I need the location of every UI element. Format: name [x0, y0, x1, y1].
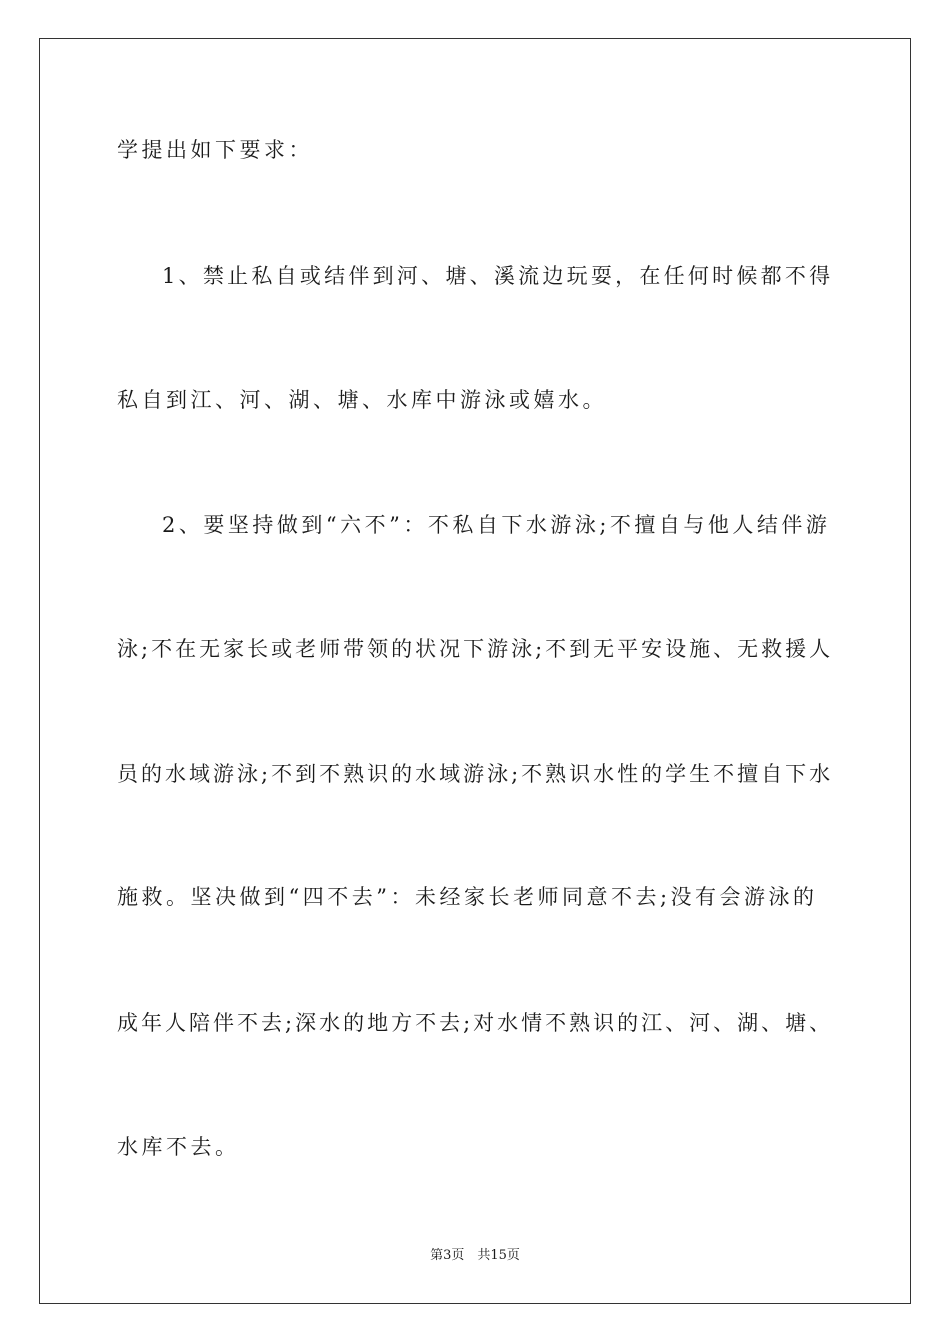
text-line-7: 施救。坚决做到“四不去”：未经家长老师同意不去;没有会游泳的	[117, 885, 818, 909]
text-line-2: 1、禁止私自或结伴到河、塘、溪流边玩耍，在任何时候都不得	[162, 264, 834, 288]
text-line-1: 学提出如下要求：	[117, 138, 313, 162]
text-line-4: 2、要坚持做到“六不”：不私自下水游泳;不擅自与他人结伴游	[162, 513, 831, 537]
page-number: 第3页 共15页	[430, 1248, 520, 1263]
text-line-3: 私自到江、河、湖、塘、水库中游泳或嬉水。	[117, 388, 607, 412]
text-line-6: 员的水域游泳;不到不熟识的水域游泳;不熟识水性的学生不擅自下水	[117, 762, 834, 786]
page-border	[39, 38, 911, 1304]
text-line-5: 泳;不在无家长或老师带领的状况下游泳;不到无平安设施、无救援人	[117, 637, 834, 661]
text-line-9: 水库不去。	[117, 1135, 240, 1159]
text-line-8: 成年人陪伴不去;深水的地方不去;对水情不熟识的江、河、湖、塘、	[117, 1011, 834, 1035]
